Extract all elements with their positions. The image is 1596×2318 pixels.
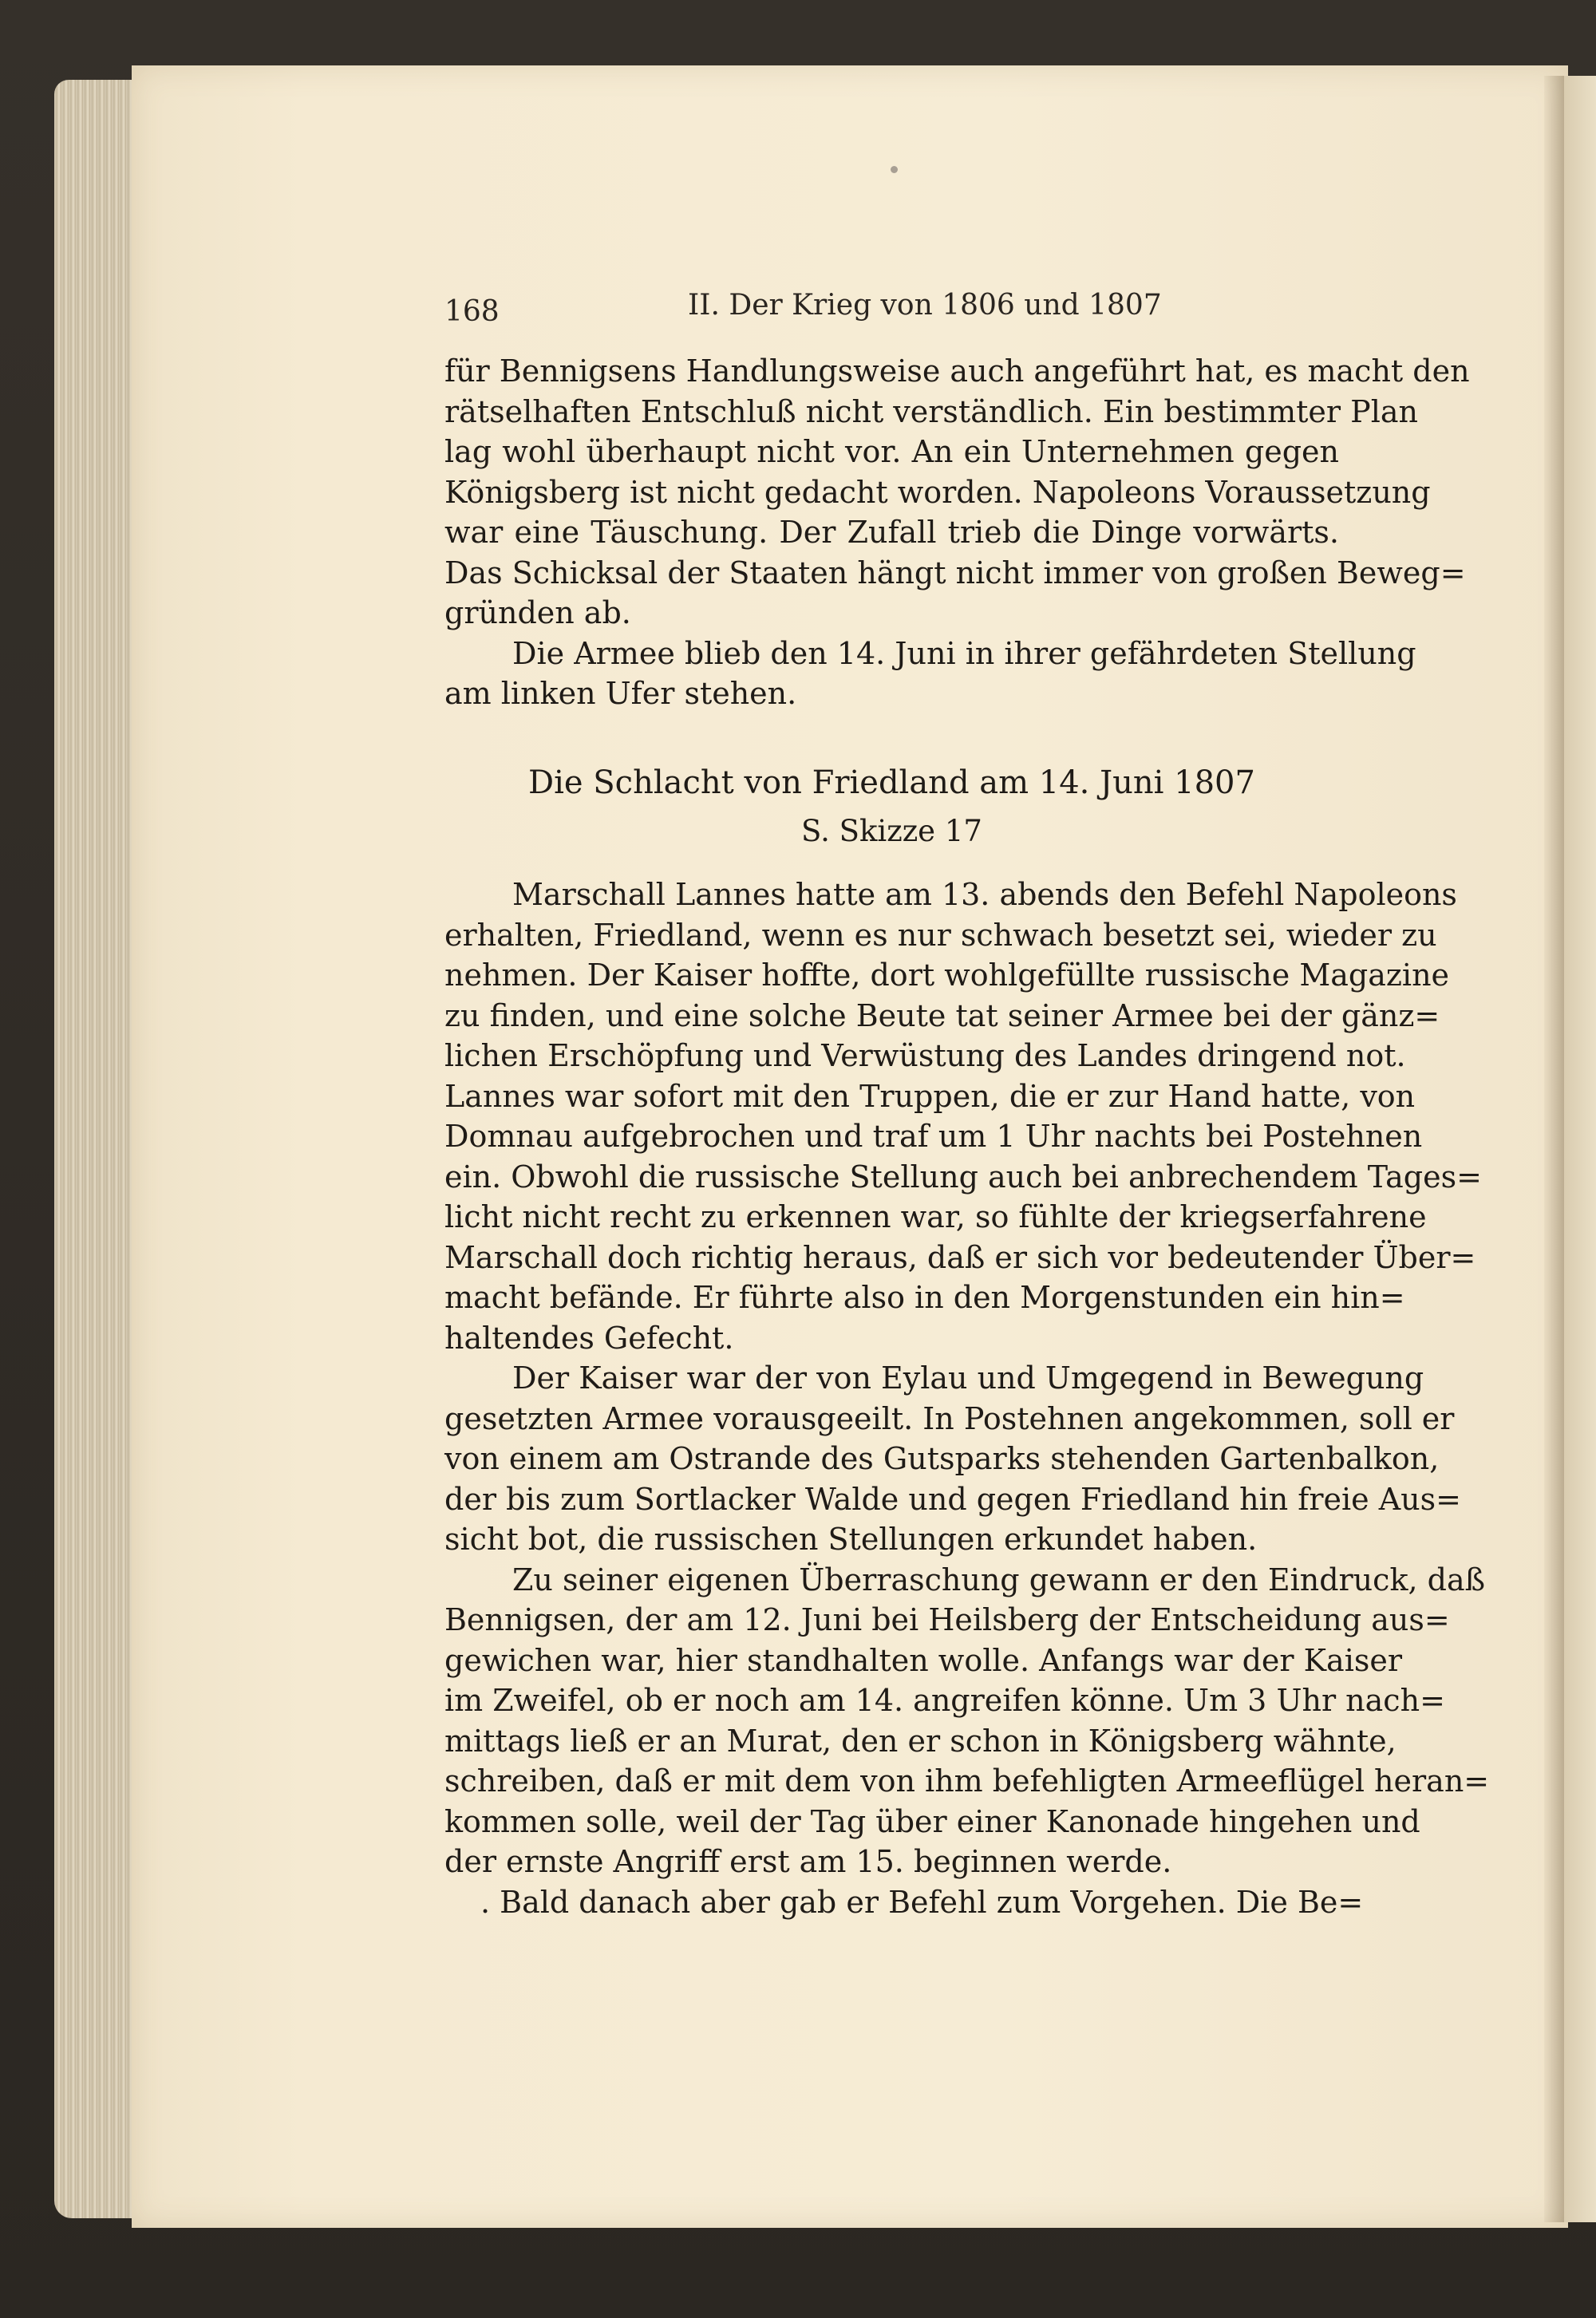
binding-gutter [1544, 76, 1566, 2222]
text-line: nehmen. Der Kaiser hoffte, dort wohlgefüllte russische Magazine [444, 958, 1450, 993]
text-line: Bennigsen, der am 12. Juni bei Heilsberg der Entscheidung aus= [444, 1602, 1450, 1637]
text-line: von einem am Ostrande des Gutsparks stehenden Gartenbalkon, [444, 1441, 1440, 1476]
text-line: der bis zum Sortlacker Walde und gegen Friedland hin freie Aus= [444, 1481, 1461, 1517]
text-line: . Bald danach aber gab er Befehl zum Vorgehen. Die Be= [480, 1884, 1364, 1920]
text-line: gesetzten Armee vorausgeeilt. In Postehnen angekommen, soll er [444, 1400, 1455, 1436]
text-line: Die Armee blieb den 14. Juni in ihrer gefährdeten Stellung [512, 635, 1416, 671]
text-line: rätselhaften Entschluß nicht verständlich. Ein bestimmter Plan [444, 393, 1418, 429]
text-line: schreiben, daß er mit dem von ihm befehligten Armeeflügel heran= [444, 1763, 1490, 1799]
text-line: ein. Obwohl die russische Stellung auch bei anbrechendem Tages= [444, 1159, 1482, 1195]
facing-page-edge [1564, 76, 1596, 2222]
running-head: II. Der Krieg von 1806 und 1807 [688, 289, 1162, 322]
text-line: lag wohl überhaupt nicht vor. An ein Unternehmen gegen [444, 434, 1339, 469]
text-line: der ernste Angriff erst am 15. beginnen werde. [444, 1844, 1172, 1879]
text-line: macht befände. Er führte also in den Morgenstunden ein hin= [444, 1280, 1405, 1315]
text-line: Marschall doch richtig heraus, daß er sich vor bedeutender Über= [444, 1239, 1476, 1275]
text-line: erhalten, Friedland, wenn es nur schwach besetzt sei, wieder zu [444, 917, 1437, 953]
text-line: für Bennigsens Handlungsweise auch angeführt hat, es macht den [444, 353, 1470, 389]
page-number: 168 [444, 295, 500, 328]
text-line: Marschall Lannes hatte am 13. abends den Befehl Napoleons [512, 877, 1457, 912]
text-line: am linken Ufer stehen. [444, 676, 797, 711]
text-line: Lannes war sofort mit den Truppen, die er zur Hand hatte, von [444, 1078, 1416, 1114]
section-subheading: S. Skizze 17 [801, 814, 982, 848]
section-heading: Die Schlacht von Friedland am 14. Juni 1807 [528, 764, 1255, 801]
text-line: licht nicht recht zu erkennen war, so fühlte der kriegserfahrene [444, 1199, 1427, 1234]
text-line: Das Schicksal der Staaten hängt nicht immer von großen Beweg= [444, 555, 1466, 590]
text-line: Zu seiner eigenen Überraschung gewann er den Eindruck, daß [512, 1562, 1485, 1597]
text-line: Königsberg ist nicht gedacht worden. Napoleons Voraussetzung [444, 474, 1431, 510]
paragraphs-before-heading [444, 351, 1470, 714]
paragraphs-after-heading [444, 875, 1490, 1922]
text-line: kommen solle, weil der Tag über einer Kanonade hingehen und [444, 1803, 1420, 1839]
paper-spot [891, 166, 898, 173]
text-line: war eine Täuschung. Der Zufall trieb die Dinge vorwärts. [444, 515, 1339, 550]
text-line: lichen Erschöpfung und Verwüstung des Landes dringend not. [444, 1038, 1406, 1073]
text-line: im Zweifel, ob er noch am 14. angreifen könne. Um 3 Uhr nach= [444, 1683, 1445, 1718]
text-line: Der Kaiser war der von Eylau und Umgegend in Bewegung [512, 1360, 1424, 1396]
text-line: haltendes Gefecht. [444, 1320, 734, 1356]
text-line: mittags ließ er an Murat, den er schon in Königsberg wähnte, [444, 1723, 1396, 1759]
text-line: gründen ab. [444, 595, 631, 630]
text-line: Domnau aufgebrochen und traf um 1 Uhr nachts bei Postehnen [444, 1119, 1423, 1154]
text-line: zu finden, und eine solche Beute tat seiner Armee bei der gänz= [444, 997, 1440, 1033]
text-line: sicht bot, die russischen Stellungen erkundet haben. [444, 1522, 1258, 1557]
text-line: gewichen war, hier standhalten wolle. Anfangs war der Kaiser [444, 1642, 1403, 1678]
